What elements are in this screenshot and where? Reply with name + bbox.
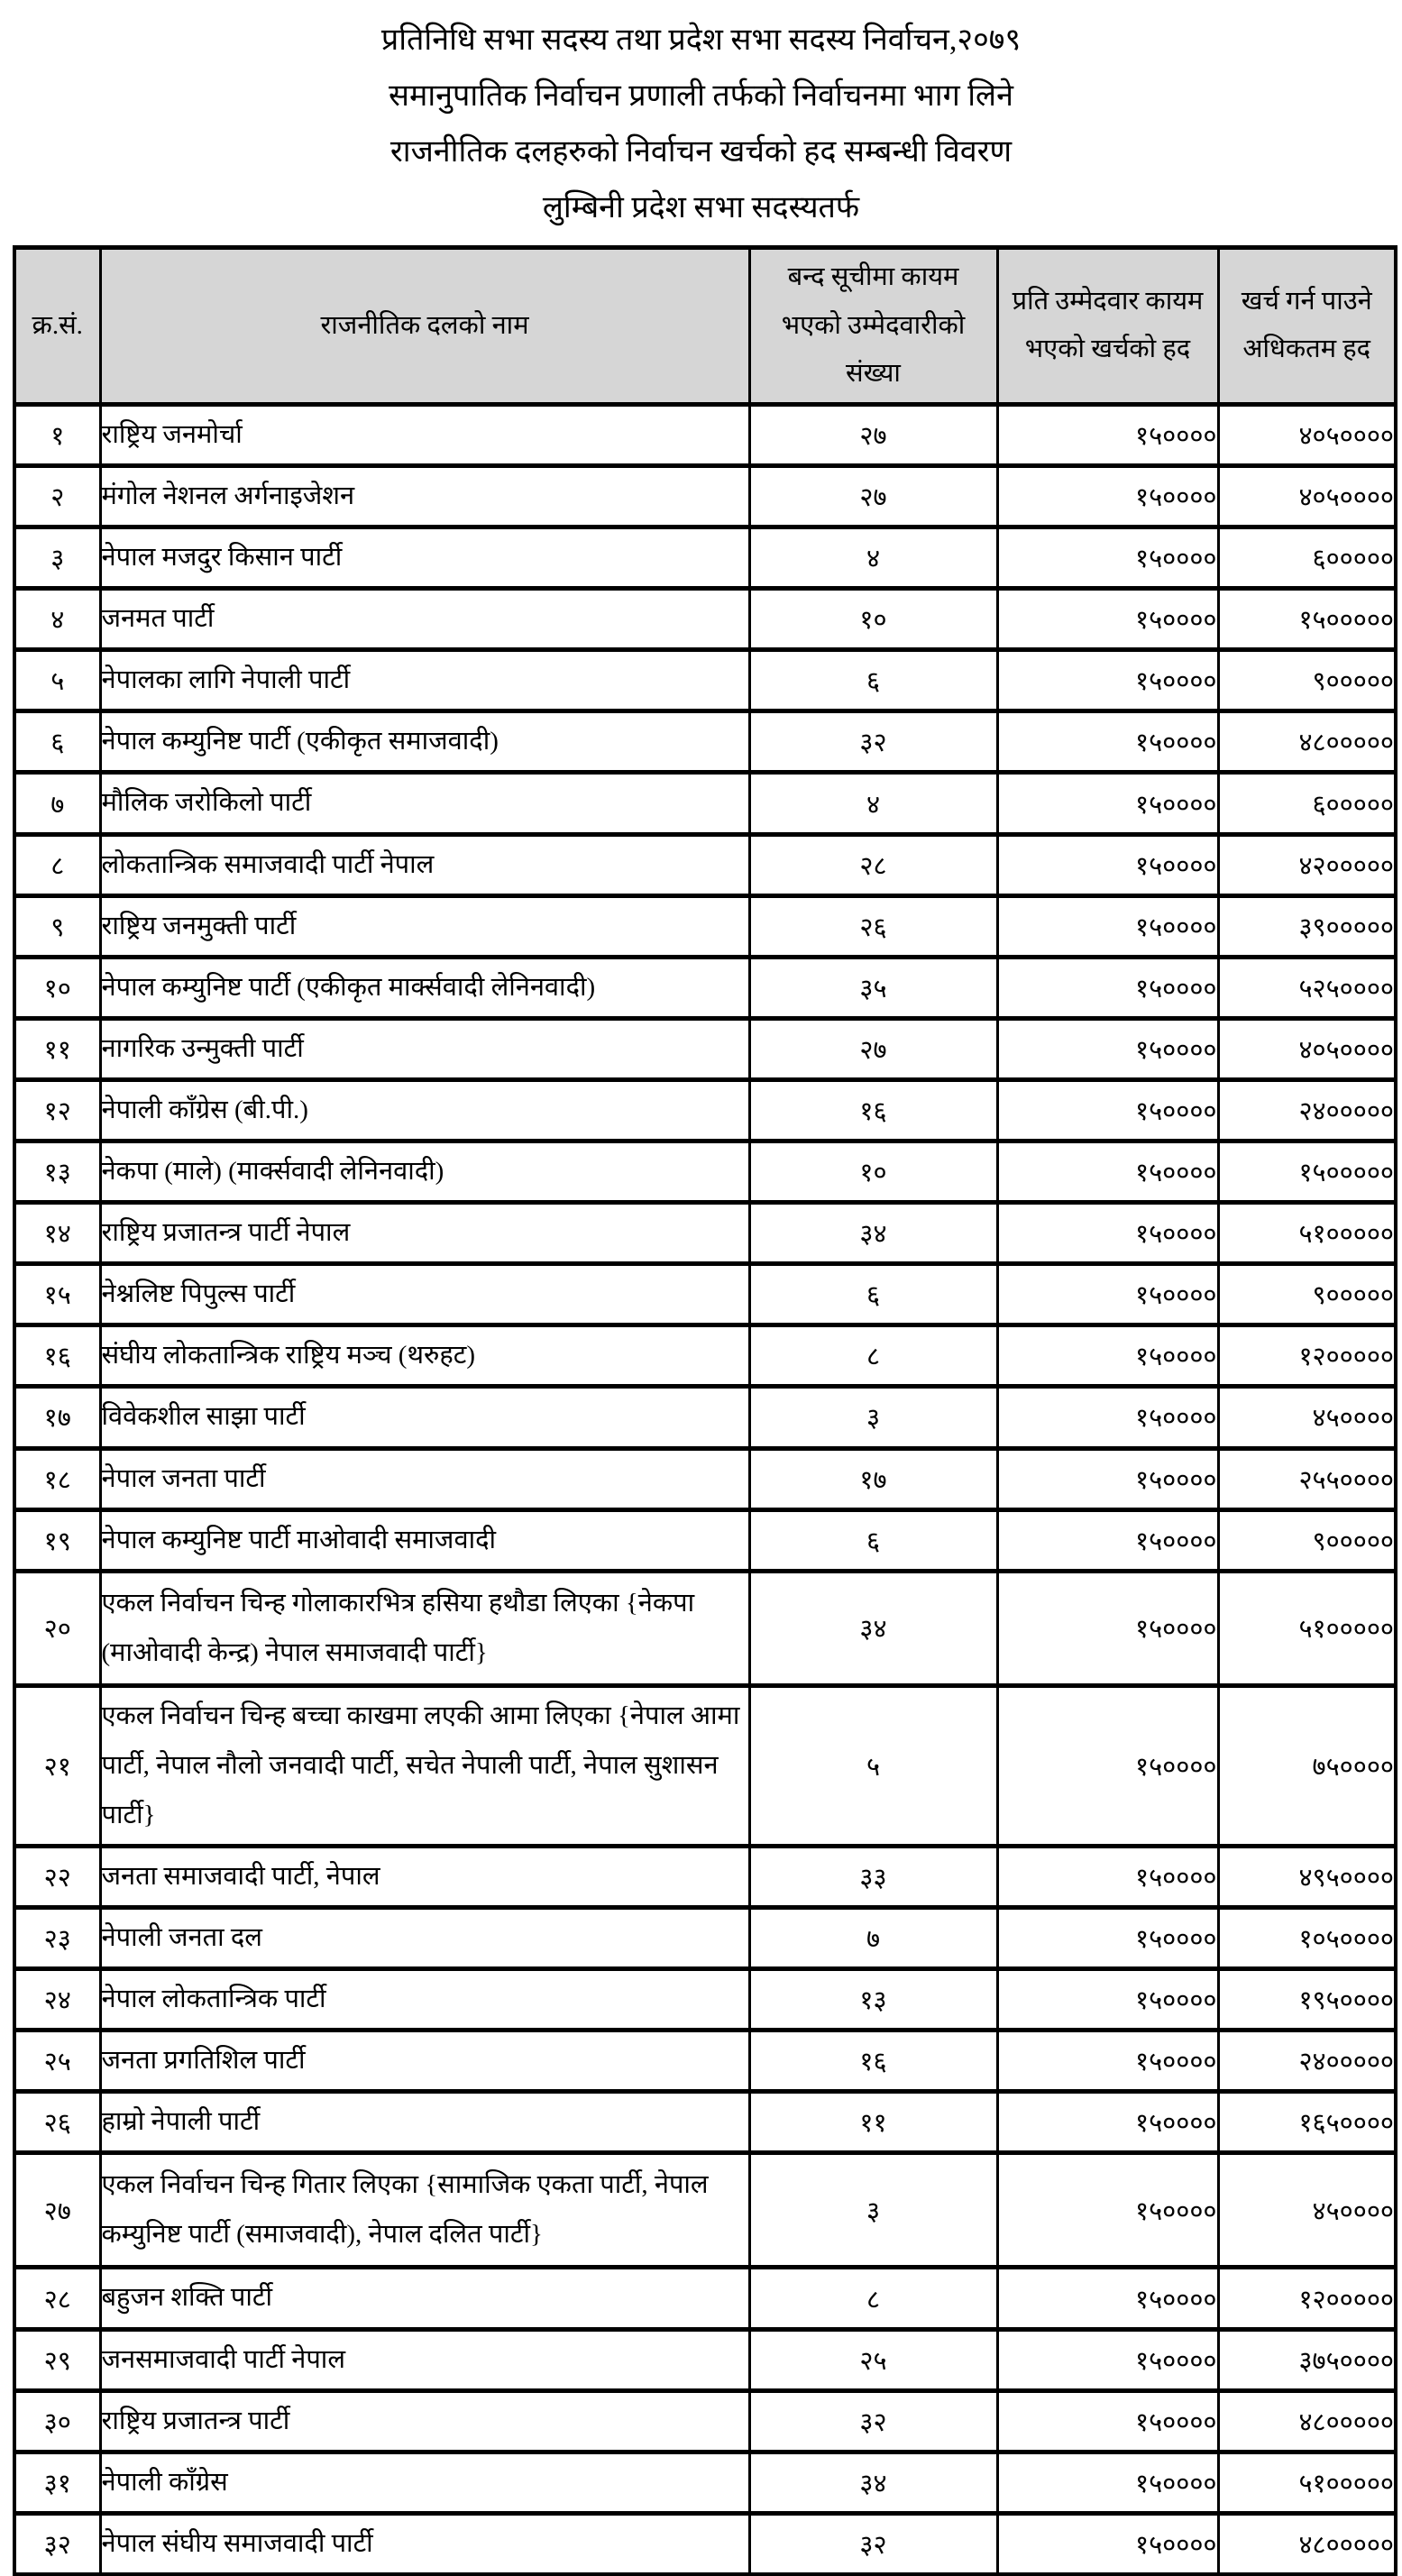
- table-row: [14, 1571, 1396, 1685]
- maximum-limit-cell: ३९०००००: [1218, 895, 1396, 957]
- per-candidate-limit-cell: १५००००: [997, 1571, 1218, 1685]
- candidate-count-cell: ६: [749, 650, 997, 711]
- table-row: [14, 834, 1396, 895]
- serial-number-cell: ६: [14, 711, 100, 773]
- maximum-limit-cell: २५५००००: [1218, 1448, 1396, 1509]
- maximum-limit-cell: ५२५००००: [1218, 957, 1396, 1018]
- per-candidate-limit-cell: १५००००: [997, 404, 1218, 465]
- per-candidate-limit-cell: १५००००: [997, 1846, 1218, 1907]
- serial-number-cell: २१: [14, 1685, 100, 1846]
- party-name-cell: जनता प्रगतिशिल पार्टी: [100, 2031, 749, 2092]
- table-row: [14, 2452, 1396, 2513]
- maximum-limit-cell: ४९५००००: [1218, 1846, 1396, 1907]
- per-candidate-limit-cell: १५००००: [997, 957, 1218, 1018]
- party-name-cell: नेपाली काँग्रेस: [100, 2452, 749, 2513]
- per-candidate-limit-cell: १५००००: [997, 711, 1218, 773]
- serial-number-cell: २४: [14, 1969, 100, 2031]
- candidate-count-cell: ६: [749, 1264, 997, 1325]
- per-candidate-limit-cell: १५००००: [997, 527, 1218, 589]
- table-row: [14, 1448, 1396, 1509]
- maximum-limit-cell: १६५००००: [1218, 2092, 1396, 2153]
- serial-number-cell: २५: [14, 2031, 100, 2092]
- serial-number-cell: १८: [14, 1448, 100, 1509]
- per-candidate-limit-cell: १५००००: [997, 2329, 1218, 2390]
- maximum-limit-cell: ५१०००००: [1218, 2452, 1396, 2513]
- serial-number-cell: ३१: [14, 2452, 100, 2513]
- candidate-count-cell: २७: [749, 1018, 997, 1079]
- per-candidate-limit-cell: १५००००: [997, 1908, 1218, 1969]
- table-body: [14, 404, 1396, 2574]
- table-row: [14, 2329, 1396, 2390]
- per-candidate-limit-cell: १५००००: [997, 1685, 1218, 1846]
- per-candidate-limit-cell: १५००००: [997, 1325, 1218, 1387]
- serial-number-cell: १: [14, 404, 100, 465]
- header-per-candidate-limit: प्रति उम्मेदवार कायम भएको खर्चको हद: [997, 248, 1218, 405]
- maximum-limit-cell: १२०००००: [1218, 2268, 1396, 2329]
- serial-number-cell: ३: [14, 527, 100, 589]
- serial-number-cell: २३: [14, 1908, 100, 1969]
- table-row: [14, 2513, 1396, 2574]
- candidate-count-cell: २७: [749, 404, 997, 465]
- title-line-election: प्रतिनिधि सभा सदस्य तथा प्रदेश सभा सदस्य निर्वाचन,२०७९: [380, 23, 1022, 57]
- serial-number-cell: १५: [14, 1264, 100, 1325]
- candidate-count-cell: ३४: [749, 2452, 997, 2513]
- per-candidate-limit-cell: १५००००: [997, 650, 1218, 711]
- party-name-cell: नेपाली जनता दल: [100, 1908, 749, 1969]
- candidate-count-cell: १६: [749, 1079, 997, 1141]
- table-row: [14, 1264, 1396, 1325]
- table-row: [14, 1079, 1396, 1141]
- party-name-cell: राष्ट्रिय प्रजातन्त्र पार्टी: [100, 2390, 749, 2452]
- candidate-count-cell: ७: [749, 1908, 997, 1969]
- title-line-province: लुम्बिनी प्रदेश सभा सदस्यतर्फ: [542, 191, 860, 225]
- table-row: [14, 1387, 1396, 1448]
- election-expense-limit-table: [13, 245, 1397, 2576]
- per-candidate-limit-cell: १५००००: [997, 895, 1218, 957]
- maximum-limit-cell: ९०००००: [1218, 650, 1396, 711]
- party-name-cell: नेपालका लागि नेपाली पार्टी: [100, 650, 749, 711]
- per-candidate-limit-cell: १५००००: [997, 1079, 1218, 1141]
- candidate-count-cell: ३३: [749, 1846, 997, 1907]
- table-row: [14, 773, 1396, 834]
- table-row: [14, 1846, 1396, 1907]
- party-name-cell: बहुजन शक्ति पार्टी: [100, 2268, 749, 2329]
- party-name-cell: जनता समाजवादी पार्टी, नेपाल: [100, 1846, 749, 1907]
- candidate-count-cell: ४: [749, 527, 997, 589]
- per-candidate-limit-cell: १५००००: [997, 834, 1218, 895]
- maximum-limit-cell: ४०५००००: [1218, 404, 1396, 465]
- candidate-count-cell: ३: [749, 1387, 997, 1448]
- table-row: [14, 1141, 1396, 1203]
- maximum-limit-cell: १२०००००: [1218, 1325, 1396, 1387]
- maximum-limit-cell: २४०००००: [1218, 1079, 1396, 1141]
- per-candidate-limit-cell: १५००००: [997, 1969, 1218, 2031]
- per-candidate-limit-cell: १५००००: [997, 1448, 1218, 1509]
- party-name-cell: मौलिक जरोकिलो पार्टी: [100, 773, 749, 834]
- party-name-cell: राष्ट्रिय प्रजातन्त्र पार्टी नेपाल: [100, 1203, 749, 1264]
- serial-number-cell: ११: [14, 1018, 100, 1079]
- party-name-cell: नेपाल कम्युनिष्ट पार्टी (एकीकृत समाजवादी): [100, 711, 749, 773]
- party-name-cell: नेपाल मजदुर किसान पार्टी: [100, 527, 749, 589]
- candidate-count-cell: १०: [749, 1141, 997, 1203]
- serial-number-cell: २९: [14, 2329, 100, 2390]
- party-name-cell: संघीय लोकतान्त्रिक राष्ट्रिय मञ्च (थरुहट): [100, 1325, 749, 1387]
- table-row: [14, 466, 1396, 527]
- serial-number-cell: २२: [14, 1846, 100, 1907]
- maximum-limit-cell: ४५००००: [1218, 1387, 1396, 1448]
- party-name-cell: नागरिक उन्मुक्ती पार्टी: [100, 1018, 749, 1079]
- per-candidate-limit-cell: १५००००: [997, 1141, 1218, 1203]
- party-name-cell: एकल निर्वाचन चिन्ह गोलाकारभित्र हसिया हथौडा लिएका {नेकपा (माओवादी केन्द्र) नेपाल समाजवादी पार्टी}: [100, 1571, 749, 1685]
- serial-number-cell: ५: [14, 650, 100, 711]
- table-row: [14, 2268, 1396, 2329]
- per-candidate-limit-cell: १५००००: [997, 589, 1218, 650]
- per-candidate-limit-cell: १५००००: [997, 2390, 1218, 2452]
- table-row: [14, 895, 1396, 957]
- candidate-count-cell: २७: [749, 466, 997, 527]
- party-name-cell: नेपाल कम्युनिष्ट पार्टी (एकीकृत मार्क्सवादी लेनिनवादी): [100, 957, 749, 1018]
- maximum-limit-cell: १५०००००: [1218, 1141, 1396, 1203]
- serial-number-cell: २०: [14, 1571, 100, 1685]
- maximum-limit-cell: १५०००००: [1218, 589, 1396, 650]
- candidate-count-cell: १७: [749, 1448, 997, 1509]
- candidate-count-cell: ३: [749, 2153, 997, 2268]
- per-candidate-limit-cell: १५००००: [997, 1203, 1218, 1264]
- maximum-limit-cell: १०५००००: [1218, 1908, 1396, 1969]
- per-candidate-limit-cell: १५००००: [997, 1387, 1218, 1448]
- candidate-count-cell: ११: [749, 2092, 997, 2153]
- serial-number-cell: २८: [14, 2268, 100, 2329]
- candidate-count-cell: ३२: [749, 2390, 997, 2452]
- table-row: [14, 1509, 1396, 1571]
- maximum-limit-cell: ६०००००: [1218, 773, 1396, 834]
- table-row: [14, 1685, 1396, 1846]
- party-name-cell: नेपाल जनता पार्टी: [100, 1448, 749, 1509]
- candidate-count-cell: ३४: [749, 1203, 997, 1264]
- party-name-cell: हाम्रो नेपाली पार्टी: [100, 2092, 749, 2153]
- table-row: [14, 2390, 1396, 2452]
- header-candidate-count: बन्द सूचीमा कायम भएको उम्मेदवारीको संख्या: [749, 248, 997, 405]
- title-line-proportional-system: समानुपातिक निर्वाचन प्रणाली तर्फको निर्वाचनमा भाग लिने: [389, 79, 1013, 113]
- candidate-count-cell: ६: [749, 1509, 997, 1571]
- candidate-count-cell: ४: [749, 773, 997, 834]
- per-candidate-limit-cell: १५००००: [997, 1264, 1218, 1325]
- candidate-count-cell: ८: [749, 1325, 997, 1387]
- candidate-count-cell: २६: [749, 895, 997, 957]
- maximum-limit-cell: ६०००००: [1218, 527, 1396, 589]
- document-title-block: [0, 13, 1402, 236]
- maximum-limit-cell: ७५००००: [1218, 1685, 1396, 1846]
- table-row: [14, 589, 1396, 650]
- serial-number-cell: १३: [14, 1141, 100, 1203]
- party-name-cell: विवेकशील साझा पार्टी: [100, 1387, 749, 1448]
- serial-number-cell: ३०: [14, 2390, 100, 2452]
- party-name-cell: नेपाली काँग्रेस (बी.पी.): [100, 1079, 749, 1141]
- serial-number-cell: ३२: [14, 2513, 100, 2574]
- maximum-limit-cell: ५१०००००: [1218, 1571, 1396, 1685]
- serial-number-cell: ४: [14, 589, 100, 650]
- table-row: [14, 2092, 1396, 2153]
- candidate-count-cell: २८: [749, 834, 997, 895]
- table-row: [14, 527, 1396, 589]
- party-name-cell: जनमत पार्टी: [100, 589, 749, 650]
- header-party-name: राजनीतिक दलको नाम: [100, 248, 749, 405]
- header-maximum-limit: खर्च गर्न पाउने अधिकतम हद: [1218, 248, 1396, 405]
- serial-number-cell: २: [14, 466, 100, 527]
- party-name-cell: जनसमाजवादी पार्टी नेपाल: [100, 2329, 749, 2390]
- party-name-cell: नेपाल संघीय समाजवादी पार्टी: [100, 2513, 749, 2574]
- table-row: [14, 2031, 1396, 2092]
- table-row: [14, 1969, 1396, 2031]
- maximum-limit-cell: ४२०००००: [1218, 834, 1396, 895]
- per-candidate-limit-cell: १५००००: [997, 1509, 1218, 1571]
- maximum-limit-cell: ५१०००००: [1218, 1203, 1396, 1264]
- candidate-count-cell: ३४: [749, 1571, 997, 1685]
- header-row: [14, 248, 1396, 405]
- per-candidate-limit-cell: १५००००: [997, 2452, 1218, 2513]
- table-row: [14, 1908, 1396, 1969]
- per-candidate-limit-cell: १५००००: [997, 2153, 1218, 2268]
- party-name-cell: लोकतान्त्रिक समाजवादी पार्टी नेपाल: [100, 834, 749, 895]
- candidate-count-cell: ५: [749, 1685, 997, 1846]
- per-candidate-limit-cell: १५००००: [997, 2031, 1218, 2092]
- maximum-limit-cell: ४८०००००: [1218, 2390, 1396, 2452]
- table-row: [14, 650, 1396, 711]
- candidate-count-cell: १३: [749, 1969, 997, 2031]
- party-name-cell: राष्ट्रिय जनमुक्ती पार्टी: [100, 895, 749, 957]
- maximum-limit-cell: ४०५००००: [1218, 1018, 1396, 1079]
- serial-number-cell: १९: [14, 1509, 100, 1571]
- table-row: [14, 957, 1396, 1018]
- serial-number-cell: २७: [14, 2153, 100, 2268]
- per-candidate-limit-cell: १५००००: [997, 466, 1218, 527]
- header-serial-number: क्र.सं.: [14, 248, 100, 405]
- maximum-limit-cell: ९०००००: [1218, 1264, 1396, 1325]
- candidate-count-cell: ३२: [749, 2513, 997, 2574]
- serial-number-cell: १६: [14, 1325, 100, 1387]
- per-candidate-limit-cell: १५००००: [997, 2092, 1218, 2153]
- candidate-count-cell: ३२: [749, 711, 997, 773]
- party-name-cell: मंगोल नेशनल अर्गनाइजेशन: [100, 466, 749, 527]
- candidate-count-cell: ३५: [749, 957, 997, 1018]
- serial-number-cell: १७: [14, 1387, 100, 1448]
- candidate-count-cell: ८: [749, 2268, 997, 2329]
- serial-number-cell: २६: [14, 2092, 100, 2153]
- party-name-cell: एकल निर्वाचन चिन्ह बच्चा काखमा लएकी आमा लिएका {नेपाल आमा पार्टी, नेपाल नौलो जनवादी पार्टी, सचेत नेपाली पार्टी, नेपाल सुशासन पार्टी}: [100, 1685, 749, 1846]
- maximum-limit-cell: ४८०००००: [1218, 2513, 1396, 2574]
- candidate-count-cell: १६: [749, 2031, 997, 2092]
- per-candidate-limit-cell: १५००००: [997, 1018, 1218, 1079]
- serial-number-cell: १४: [14, 1203, 100, 1264]
- maximum-limit-cell: ४८०००००: [1218, 711, 1396, 773]
- party-name-cell: एकल निर्वाचन चिन्ह गितार लिएका {सामाजिक एकता पार्टी, नेपाल कम्युनिष्ट पार्टी (समाजवादी), नेपाल दलित पार्टी}: [100, 2153, 749, 2268]
- serial-number-cell: १०: [14, 957, 100, 1018]
- maximum-limit-cell: २४०००००: [1218, 2031, 1396, 2092]
- party-name-cell: नेपाल लोकतान्त्रिक पार्टी: [100, 1969, 749, 2031]
- table-row: [14, 711, 1396, 773]
- table-row: [14, 1325, 1396, 1387]
- table-row: [14, 2153, 1396, 2268]
- table-row: [14, 404, 1396, 465]
- maximum-limit-cell: ९०००००: [1218, 1509, 1396, 1571]
- maximum-limit-cell: ४०५००००: [1218, 466, 1396, 527]
- per-candidate-limit-cell: १५००००: [997, 2513, 1218, 2574]
- per-candidate-limit-cell: १५००००: [997, 773, 1218, 834]
- maximum-limit-cell: ४५००००: [1218, 2153, 1396, 2268]
- serial-number-cell: ८: [14, 834, 100, 895]
- party-name-cell: नेपाल कम्युनिष्ट पार्टी माओवादी समाजवादी: [100, 1509, 749, 1571]
- maximum-limit-cell: ३७५००००: [1218, 2329, 1396, 2390]
- serial-number-cell: १२: [14, 1079, 100, 1141]
- title-line-expense-limit-details: राजनीतिक दलहरुको निर्वाचन खर्चको हद सम्बन्धी विवरण: [389, 135, 1013, 169]
- table-row: [14, 1018, 1396, 1079]
- serial-number-cell: ९: [14, 895, 100, 957]
- candidate-count-cell: २५: [749, 2329, 997, 2390]
- party-name-cell: नेश्नलिष्ट पिपुल्स पार्टी: [100, 1264, 749, 1325]
- per-candidate-limit-cell: १५००००: [997, 2268, 1218, 2329]
- party-name-cell: राष्ट्रिय जनमोर्चा: [100, 404, 749, 465]
- maximum-limit-cell: १९५००००: [1218, 1969, 1396, 2031]
- party-name-cell: नेकपा (माले) (मार्क्सवादी लेनिनवादी): [100, 1141, 749, 1203]
- table-row: [14, 1203, 1396, 1264]
- table-header: [14, 248, 1396, 405]
- serial-number-cell: ७: [14, 773, 100, 834]
- candidate-count-cell: १०: [749, 589, 997, 650]
